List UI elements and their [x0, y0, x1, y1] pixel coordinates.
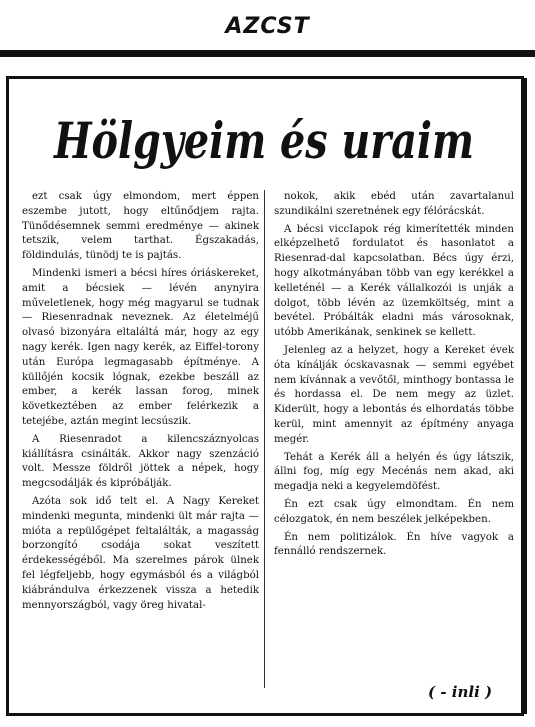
- article-paragraph: Mindenki ismeri a bécsi híres óriáskereket, amit a bécsiek — lévén anynyira műveletlenek, hogy még magyarul se tudnak — Riesenradnak neveznek. Az életelméjű olvasó bizonyára eltaláltá már, hogy az egy nagy kerék. Igen nagy kerék, az Eiffel-torony után Európa legmagasabb építménye. A küllőjén kocsik lógnak, ezekbe beszáll az ember, a kerék lassan forog, minek következtében az ember felérkezik a tetejébe, aztán megint lecsúszik.: [22, 267, 259, 427]
- article-paragraph: Én nem politizálok. Én híve vagyok a fennálló rendszernek.: [274, 531, 514, 558]
- article-paragraph: Jelenleg az a helyzet, hogy a Kereket évek óta kínálják ócskavasnak — semmi egyébet nem kívánnak a vevőtől, minthogy bontassa le és hordassa el. De nem megy az üzlet. Kiderült, hogy a lebontás és elhordatás többe kerül, mint amennyit az építmény anyaga megér.: [274, 344, 514, 445]
- article-paragraph: Tehát a Kerék áll a helyén és úgy látszik, állni fog, míg egy Mecénás nem akad, aki megadja neki a kegyelemdöfést.: [274, 451, 514, 493]
- article-paragraph: ezt csak úgy elmondom, mert éppen eszembe jutott, hogy eltűnődjem rajta. Tünődésemnek semmi eredménye — akinek tetszik, velem tarthat. Égszakadás, földindulás, tünödj te is pajtás.: [22, 191, 259, 262]
- article-paragraph: Én ezt csak úgy elmondtam. Én nem célozgatok, én nem beszélek jelképekben.: [274, 498, 514, 525]
- column-divider: [264, 190, 265, 688]
- article-paragraph: Azóta sok idő telt el. A Nagy Kereket mindenki megunta, mindenki ült már rajta — mióta a repülőgépet feltalálták, a magasság borzongító csodája sokat veszített érdekességéből. Ma szerelmes párok ülnek fel légfeljebb, hogy egymásból és a világból kiábrándulva érkezzenek vissza a hetedik mennyországból, vagy öreg hivatal-: [22, 495, 259, 611]
- masthead: [0, 14, 535, 39]
- masthead-logo: AZCST: [225, 14, 310, 39]
- article-paragraph: nokok, akik ebéd után zavartalanul szundikálni szeretnének egy félórácskát.: [274, 191, 514, 217]
- headline-text: Hölgyeim és uraim: [52, 111, 475, 170]
- article-column-right: [274, 190, 514, 563]
- article-headline: [48, 100, 488, 180]
- article-paragraph: A Riesenradot a kilencszáznyolcas kiállításra csinálták. Akkor nagy szenzáció volt. Messze földről jöttek a népek, hogy megcsodálják és kipróbálják.: [22, 433, 259, 490]
- article-column-left: [22, 190, 259, 616]
- headline-script: [48, 100, 488, 180]
- author-signature: ( - inli ): [428, 683, 493, 701]
- masthead-rule: [0, 50, 535, 57]
- frame-shadow: [523, 78, 527, 714]
- article-paragraph: A bécsi viccIapok rég kimerítették minden elképzelhető fordulatot és hasonlatot a Riesenrad-dal kapcsolatban. Bécs úgy érzi, hogy alkotmányában több van egy kerékkel a kelleténél — a Kerék vállalkozói is unják a dolgot, több lévén az üzemköltség, mint a bevétel. Próbálták eladni más városoknak, utóbb Amerikának, senkinek se kellett.: [274, 223, 514, 339]
